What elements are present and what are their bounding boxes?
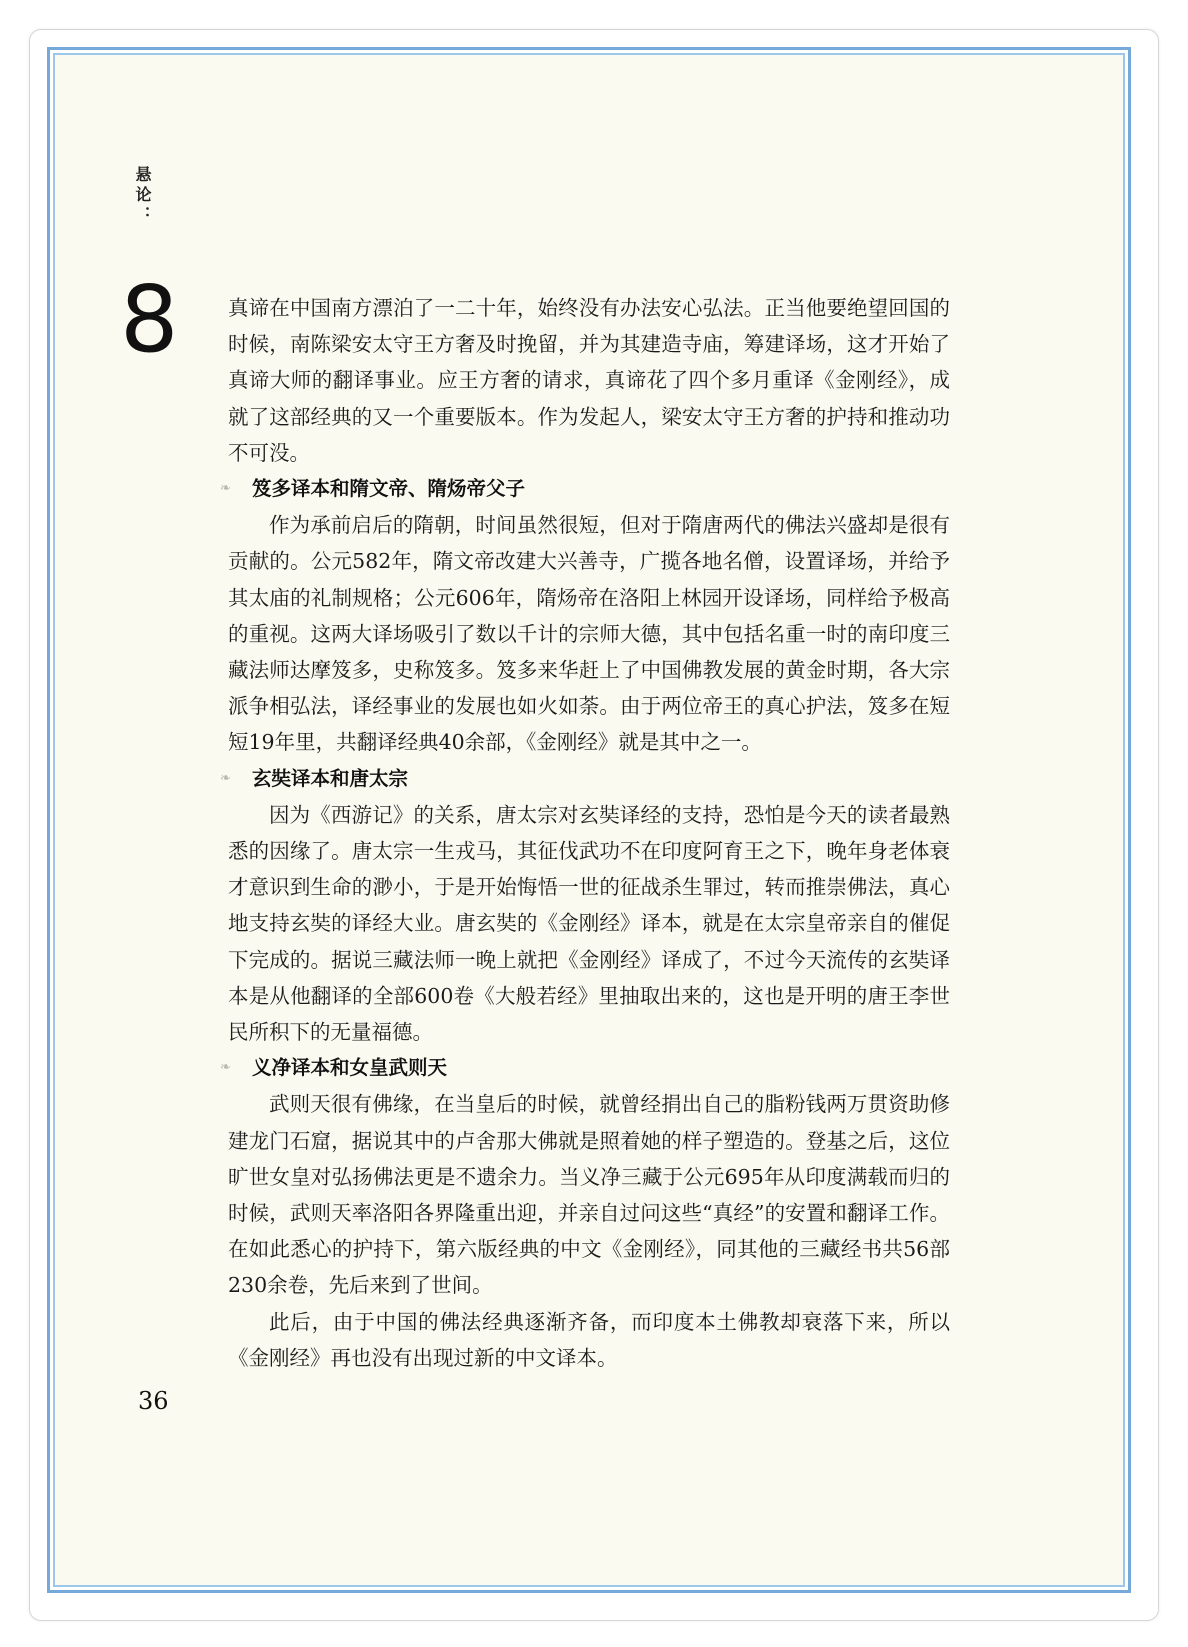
leaf-ornament-icon: ❧ xyxy=(220,770,231,786)
paragraph-xuanzang: 因为《西游记》的关系，唐太宗对玄奘译经的支持，恐怕是今天的读者最熟悉的因缘了。唐太宗一生戎马，其征伐武功不在印度阿育王之下，晚年身老体衰才意识到生命的渺小，于是开始悔悟一世的征战杀生罪过，转而推崇佛法，真心地支持玄奘的译经大业。唐玄奘的《金刚经》译本，就是在太宗皇帝亲自的催促下完成的。据说三藏法师一晚上就把《金刚经》译成了，不过今天流传的玄奘译本是从他翻译的全部600卷《大般若经》里抽取出来的，这也是开明的唐王李世民所积下的无量福德。 xyxy=(228,802,950,1045)
section-heading-xuanzang xyxy=(220,761,950,797)
book-page xyxy=(47,47,1131,1593)
paragraph-yijing: 武则天很有佛缘，在当皇后的时候，就曾经捐出自己的脂粉钱两万贯资助修建龙门石窟，据说其中的卢舍那大佛就是照着她的样子塑造的。登基之后，这位旷世女皇对弘扬佛法更是不遗余力。当义净三藏于公元695年从印度满载而归的时候，武则天率洛阳各界隆重出迎，并亲自过问这些“真经”的安置和翻译工作。在如此悉心的护持下，第六版经典的中文《金刚经》，同其他的三藏经书共56部230余卷，先后来到了世间。 xyxy=(228,1092,950,1298)
leaf-ornament-icon: ❧ xyxy=(220,481,231,497)
running-head: 悬论： xyxy=(133,166,152,226)
section-heading-jueduo xyxy=(220,471,950,507)
paragraph-intro: 真谛在中国南方漂泊了一二十年，始终没有办法安心弘法。正当他要绝望回国的时候，南陈梁安太守王方奢及时挽留，并为其建造寺庙，筹建译场，这才开始了真谛大师的翻译事业。应王方奢的请求，真谛花了四个多月重译《金刚经》，成就了这部经典的又一个重要版本。作为发起人，梁安太守王方奢的护持和推动功不可没。 xyxy=(228,296,950,465)
section-heading-text: 笈多译本和隋文帝、隋炀帝父子 xyxy=(252,477,526,501)
body-text xyxy=(220,290,950,1376)
section-heading-text: 玄奘译本和唐太宗 xyxy=(252,766,409,790)
section-heading-text: 义净译本和女皇武则天 xyxy=(252,1056,448,1080)
paragraph-conclusion: 此后，由于中国的佛法经典逐渐齐备，而印度本土佛教却衰落下来，所以《金刚经》再也没有出现过新的中文译本。 xyxy=(228,1309,950,1370)
leaf-ornament-icon: ❧ xyxy=(220,1060,231,1076)
chapter-number: 8 xyxy=(120,266,179,373)
paragraph-jueduo: 作为承前启后的隋朝，时间虽然很短，但对于隋唐两代的佛法兴盛却是很有贡献的。公元582年，隋文帝改建大兴善寺，广揽各地名僧，设置译场，并给予其太庙的礼制规格；公元606年，隋炀帝在洛阳上林园开设译场，同样给予极高的重视。这两大译场吸引了数以千计的宗师大德，其中包括名重一时的南印度三藏法师达摩笈多，史称笈多。笈多来华赶上了中国佛教发展的黄金时期，各大宗派争相弘法，译经事业的发展也如火如荼。由于两位帝王的真心护法，笈多在短短19年里，共翻译经典40余部，《金刚经》就是其中之一。 xyxy=(228,513,950,755)
section-heading-yijing xyxy=(220,1050,950,1086)
page-number: 36 xyxy=(138,1387,169,1415)
